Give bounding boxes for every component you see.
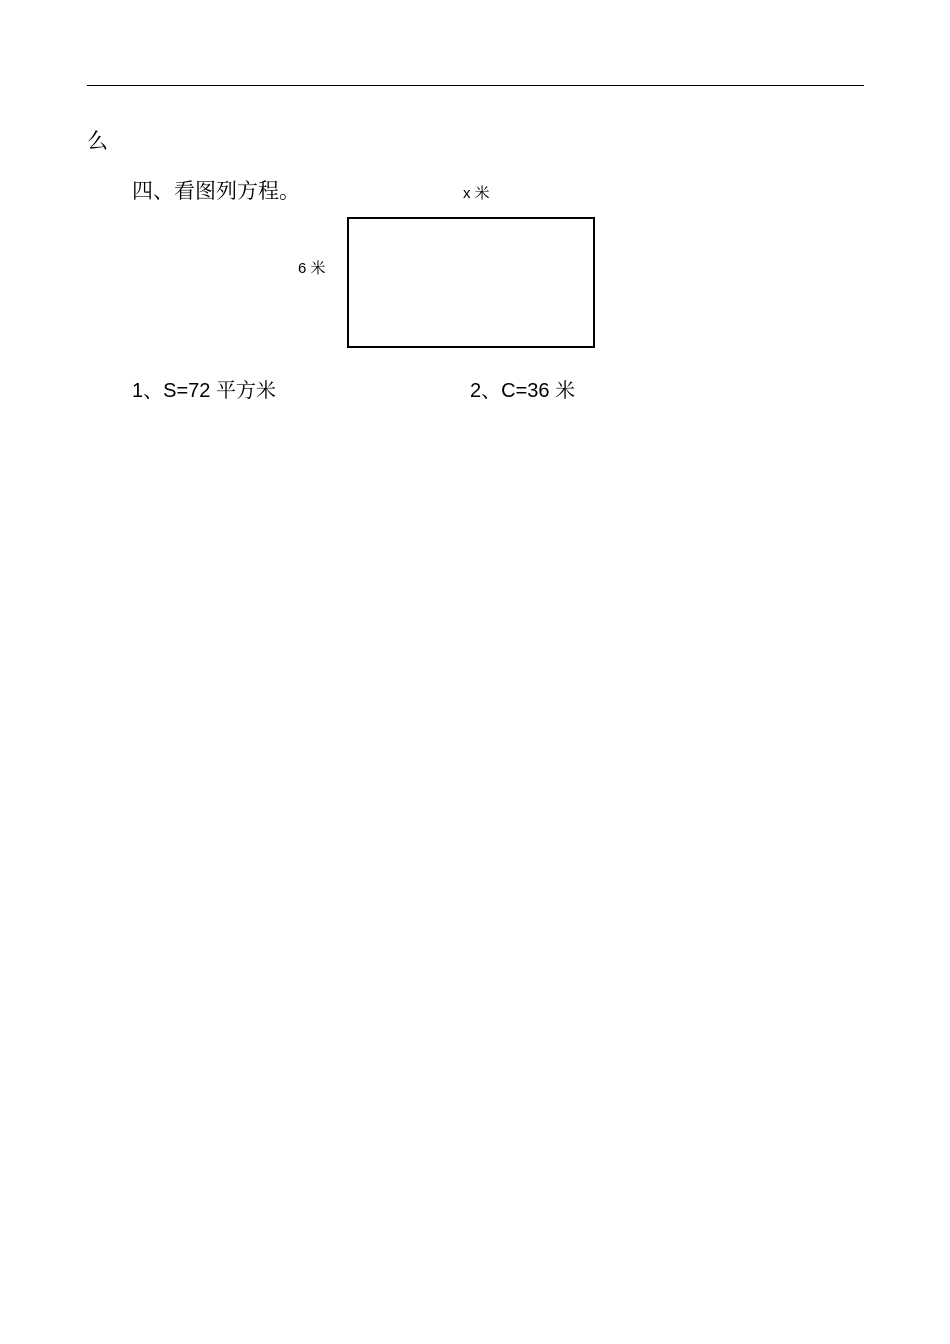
question-2-unit: 米 (555, 378, 576, 402)
question-1 (132, 377, 276, 404)
header-rule (87, 85, 864, 86)
question-1-formula: 1、S=72 (132, 380, 216, 402)
question-2 (470, 377, 575, 404)
rectangle-diagram (347, 217, 595, 348)
rectangle-width-label: x 米 (463, 185, 490, 202)
question-1-unit: 平方米 (215, 378, 276, 402)
section-title: 四、看图列方程。 (132, 179, 300, 203)
rectangle-height-label: 6 米 (298, 260, 326, 277)
question-2-formula: 2、C=36 (470, 380, 556, 402)
previous-page-fragment: 么 (87, 129, 108, 153)
